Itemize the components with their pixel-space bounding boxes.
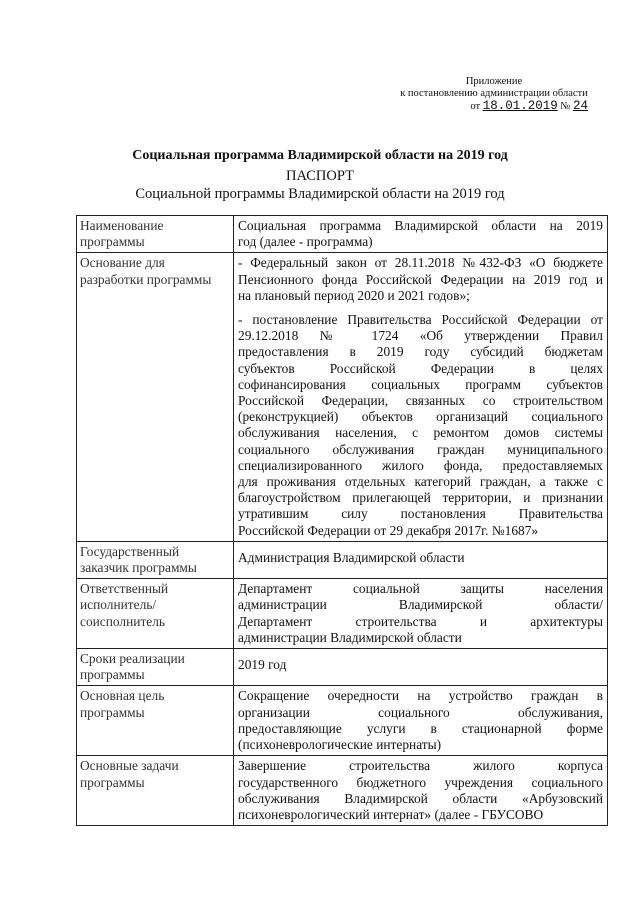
document-title: Социальная программа Владимирской области на 2019 год	[132, 148, 508, 163]
value-line: Социальная программа Владимирской области на 2019	[238, 218, 603, 233]
value-paragraph	[238, 255, 603, 304]
decree-number: 24	[572, 99, 588, 113]
value-line: социального обслуживания граждан муниципального	[238, 441, 603, 457]
number-prefix: №	[560, 101, 571, 112]
value-line: на плановый период 2020 и 2021 годов»;	[238, 287, 470, 303]
value-line: субъектов Российской Федерации в целях	[238, 360, 603, 376]
row-value	[234, 579, 608, 649]
row-value	[234, 541, 608, 578]
passport-row	[77, 216, 608, 253]
row-value	[234, 649, 608, 686]
value-line: благоустройством прилегающей территории, и признании	[238, 490, 603, 506]
decree-date: 18.01.2019	[482, 99, 558, 113]
row-label: Сроки реализации программы	[77, 649, 234, 686]
passport-row	[77, 649, 608, 686]
value-line: администрации Владимирской области/	[238, 597, 603, 613]
value-line: Российской Федерации, связанных со строительством	[238, 393, 603, 409]
row-value	[234, 686, 608, 756]
value-paragraph	[238, 312, 603, 539]
appendix-label: Приложение	[465, 76, 523, 87]
value-paragraph	[238, 688, 603, 753]
value-line: утратившим силу постановления Правительства	[238, 506, 603, 522]
value-paragraph	[238, 550, 603, 566]
value-line: (психоневрологические интернаты)	[238, 737, 442, 753]
value-line: предоставляющие услуги в стационарной форме	[238, 720, 603, 736]
appendix-reference	[394, 100, 594, 113]
value-line: Администрация Владимирской области	[238, 549, 465, 565]
value-line: - Федеральный закон от 28.11.2018 №432-ФЗ «О бюджете	[238, 255, 603, 271]
passport-row	[77, 579, 608, 649]
value-paragraph	[238, 758, 603, 823]
passport-row	[77, 686, 608, 756]
passport-row	[77, 541, 608, 578]
row-label: Ответственный исполнитель/ соисполнитель	[77, 579, 234, 649]
value-line: Пенсионного фонда Российской Федерации на 2019 год и	[238, 271, 603, 287]
row-label: Основные задачи программы	[77, 756, 234, 826]
value-line: организации социального обслуживания,	[238, 704, 603, 720]
value-line: государственного бюджетного учреждения социального	[238, 774, 603, 790]
appendix-decree-line: к постановлению администрации области	[400, 88, 588, 99]
value-line: специализированного жилого фонда, предоставляемых	[238, 457, 603, 473]
value-line: софинансирования социальных программ субъектов	[238, 376, 603, 392]
row-label: Основная цель программы	[77, 686, 234, 756]
row-value	[234, 216, 608, 253]
value-line: Департамент социальной защиты населения	[238, 581, 603, 597]
row-value	[234, 253, 608, 541]
value-line: 29.12.2018 № 1724 «Об утверждении Правил	[238, 328, 603, 344]
row-label: Основание для разработки программы	[77, 253, 234, 541]
value-line: психоневрологический интернат» (далее - ГБУСОВО	[238, 806, 544, 822]
value-line: Завершение строительства жилого корпуса	[238, 758, 603, 774]
value-line: Российской Федерации от 29 декабря 2017г. №1687»	[238, 522, 539, 538]
passport-row	[77, 756, 608, 826]
passport-row	[77, 253, 608, 541]
value-paragraph	[238, 218, 603, 250]
value-line: администрации Владимирской области	[238, 629, 462, 645]
value-line: Департамент строительства и архитектуры	[238, 613, 603, 629]
value-line: 2019 год	[238, 657, 287, 673]
passport-table	[76, 215, 608, 826]
date-prefix: от	[470, 101, 481, 112]
passport-subtitle: Социальной программы Владимирской области на 2019 год	[135, 186, 505, 202]
value-line: обслуживания Владимирской области «Арбузовский	[238, 790, 603, 806]
value-line: - постановление Правительства Российской Федерации от	[238, 312, 603, 328]
value-line: обслуживания населения, с ремонтом домов системы	[238, 425, 603, 441]
value-line: для проживания отдельных категорий граждан, а также с	[238, 474, 603, 490]
row-label: Наименование программы	[77, 216, 234, 253]
value-paragraph	[238, 581, 603, 646]
row-label: Государственный заказчик программы	[77, 541, 234, 578]
appendix-block	[394, 76, 594, 113]
passport-heading: ПАСПОРТ	[286, 168, 354, 184]
value-line: Сокращение очередности на устройство граждан в	[238, 688, 603, 704]
value-line: предоставления в 2019 году субсидий бюджетам	[238, 344, 603, 360]
value-line: год (далее - программа)	[238, 234, 373, 250]
value-paragraph	[238, 657, 603, 673]
value-line: (реконструкцией) объектов организаций социального	[238, 409, 603, 425]
row-value	[234, 756, 608, 826]
